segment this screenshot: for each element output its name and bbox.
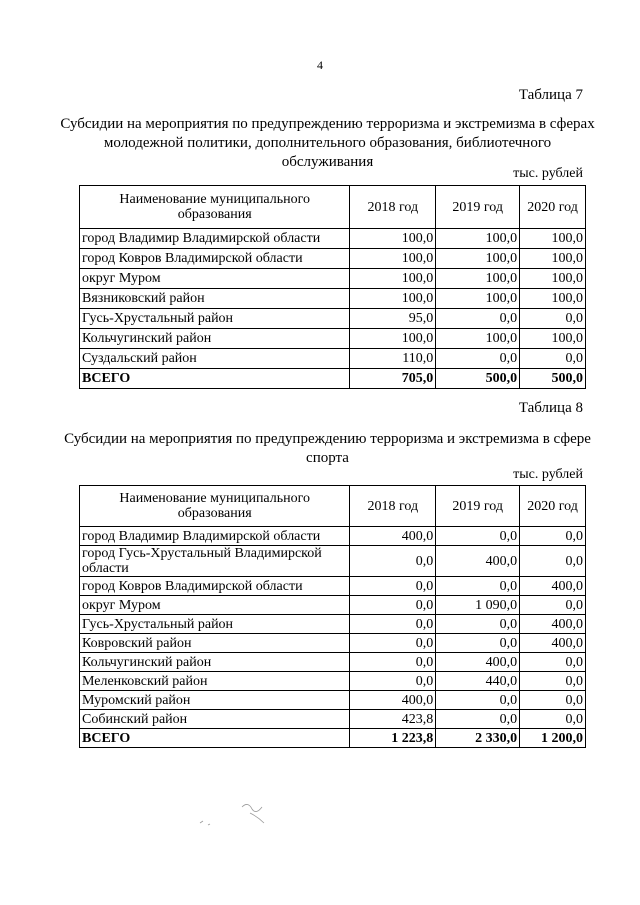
municipality-cell: Меленковский район	[80, 672, 350, 691]
table-row	[80, 691, 586, 710]
municipality-cell: округ Муром	[80, 269, 350, 289]
table-7-unit: тыс. рублей	[513, 166, 583, 181]
municipality-cell: Гусь-Хрустальный район	[80, 615, 350, 634]
value-cell: 0,0	[520, 691, 586, 710]
table-row	[80, 634, 586, 653]
value-cell: 100,0	[520, 269, 586, 289]
value-cell: 440,0	[436, 672, 520, 691]
municipality-cell: Кольчугинский район	[80, 329, 350, 349]
value-cell: 0,0	[520, 710, 586, 729]
table-row	[80, 249, 586, 269]
value-cell: 1 090,0	[436, 596, 520, 615]
municipality-cell: округ Муром	[80, 596, 350, 615]
value-cell: 1 200,0	[520, 729, 586, 748]
header-name: Наименование муниципального образования	[80, 486, 350, 527]
value-cell: 423,8	[350, 710, 436, 729]
value-cell: 0,0	[520, 596, 586, 615]
value-cell: 100,0	[436, 329, 520, 349]
table-7-caption: Субсидии на мероприятия по предупреждению терроризма и экстремизма в сферах молодежной политики, дополнительного образования, библиотечного обслуживания	[60, 116, 595, 170]
value-cell: 0,0	[350, 596, 436, 615]
value-cell: 100,0	[350, 329, 436, 349]
municipality-cell: Суздальский район	[80, 349, 350, 369]
table-row	[80, 329, 586, 349]
value-cell: 0,0	[350, 577, 436, 596]
table-8-caption: Субсидии на мероприятия по предупреждению терроризма и экстремизма в сфере спорта	[64, 431, 591, 466]
value-cell: 0,0	[350, 634, 436, 653]
value-cell: 100,0	[520, 229, 586, 249]
municipality-cell: Гусь-Хрустальный район	[80, 309, 350, 329]
municipality-cell: город Гусь-Хрустальный Владимирской области	[80, 546, 350, 577]
municipality-cell: Муромский район	[80, 691, 350, 710]
header-year: 2020 год	[520, 186, 586, 229]
value-cell: 100,0	[350, 229, 436, 249]
header-name: Наименование муниципального образования	[80, 186, 350, 229]
value-cell: 500,0	[436, 369, 520, 389]
municipality-cell: Ковровский район	[80, 634, 350, 653]
value-cell: 2 330,0	[436, 729, 520, 748]
table-row	[80, 269, 586, 289]
header-year: 2020 год	[520, 486, 586, 527]
municipality-cell: город Ковров Владимирской области	[80, 577, 350, 596]
value-cell: 0,0	[520, 653, 586, 672]
ink-scribble-mark	[190, 795, 290, 835]
table-8	[79, 485, 586, 748]
value-cell: 0,0	[520, 546, 586, 577]
municipality-cell: город Владимир Владимирской области	[80, 229, 350, 249]
municipality-cell: Кольчугинский район	[80, 653, 350, 672]
value-cell: 400,0	[520, 577, 586, 596]
table-row	[80, 672, 586, 691]
value-cell: 400,0	[436, 546, 520, 577]
value-cell: 100,0	[436, 229, 520, 249]
table-7	[79, 185, 586, 389]
value-cell: 0,0	[350, 653, 436, 672]
table-header-row	[80, 486, 586, 527]
table-8-unit: тыс. рублей	[513, 467, 583, 482]
value-cell: 100,0	[520, 329, 586, 349]
table-row	[80, 710, 586, 729]
table-row	[80, 527, 586, 546]
table-row	[80, 349, 586, 369]
table-row	[80, 229, 586, 249]
value-cell: 500,0	[520, 369, 586, 389]
value-cell: 100,0	[350, 249, 436, 269]
value-cell: 0,0	[520, 309, 586, 329]
table-row	[80, 596, 586, 615]
value-cell: 400,0	[520, 615, 586, 634]
value-cell: 0,0	[436, 309, 520, 329]
value-cell: 0,0	[350, 546, 436, 577]
value-cell: 0,0	[436, 710, 520, 729]
value-cell: 100,0	[436, 269, 520, 289]
value-cell: 100,0	[350, 269, 436, 289]
value-cell: 0,0	[520, 672, 586, 691]
value-cell: 0,0	[436, 634, 520, 653]
table-row	[80, 653, 586, 672]
value-cell: 0,0	[436, 691, 520, 710]
value-cell: 0,0	[350, 672, 436, 691]
value-cell: 400,0	[350, 527, 436, 546]
municipality-cell: ВСЕГО	[80, 729, 350, 748]
value-cell: 95,0	[350, 309, 436, 329]
municipality-cell: Собинский район	[80, 710, 350, 729]
value-cell: 100,0	[436, 289, 520, 309]
total-row	[80, 369, 586, 389]
municipality-cell: Вязниковский район	[80, 289, 350, 309]
value-cell: 705,0	[350, 369, 436, 389]
municipality-cell: город Владимир Владимирской области	[80, 527, 350, 546]
value-cell: 100,0	[436, 249, 520, 269]
value-cell: 0,0	[436, 527, 520, 546]
table-row	[80, 309, 586, 329]
value-cell: 0,0	[520, 527, 586, 546]
total-row	[80, 729, 586, 748]
value-cell: 400,0	[436, 653, 520, 672]
municipality-cell: ВСЕГО	[80, 369, 350, 389]
value-cell: 0,0	[520, 349, 586, 369]
value-cell: 100,0	[350, 289, 436, 309]
value-cell: 0,0	[350, 615, 436, 634]
value-cell: 100,0	[520, 249, 586, 269]
value-cell: 1 223,8	[350, 729, 436, 748]
table-row	[80, 577, 586, 596]
value-cell: 0,0	[436, 349, 520, 369]
table-row	[80, 289, 586, 309]
table-row	[80, 615, 586, 634]
header-year: 2019 год	[436, 186, 520, 229]
header-year: 2018 год	[350, 486, 436, 527]
value-cell: 0,0	[436, 615, 520, 634]
value-cell: 100,0	[520, 289, 586, 309]
page-number: 4	[317, 58, 323, 72]
municipality-cell: город Ковров Владимирской области	[80, 249, 350, 269]
table-8-label: Таблица 8	[518, 400, 583, 416]
value-cell: 0,0	[436, 577, 520, 596]
table-header-row	[80, 186, 586, 229]
value-cell: 400,0	[520, 634, 586, 653]
value-cell: 110,0	[350, 349, 436, 369]
table-7-label: Таблица 7	[518, 87, 583, 103]
header-year: 2018 год	[350, 186, 436, 229]
header-year: 2019 год	[436, 486, 520, 527]
value-cell: 400,0	[350, 691, 436, 710]
table-row	[80, 546, 586, 577]
